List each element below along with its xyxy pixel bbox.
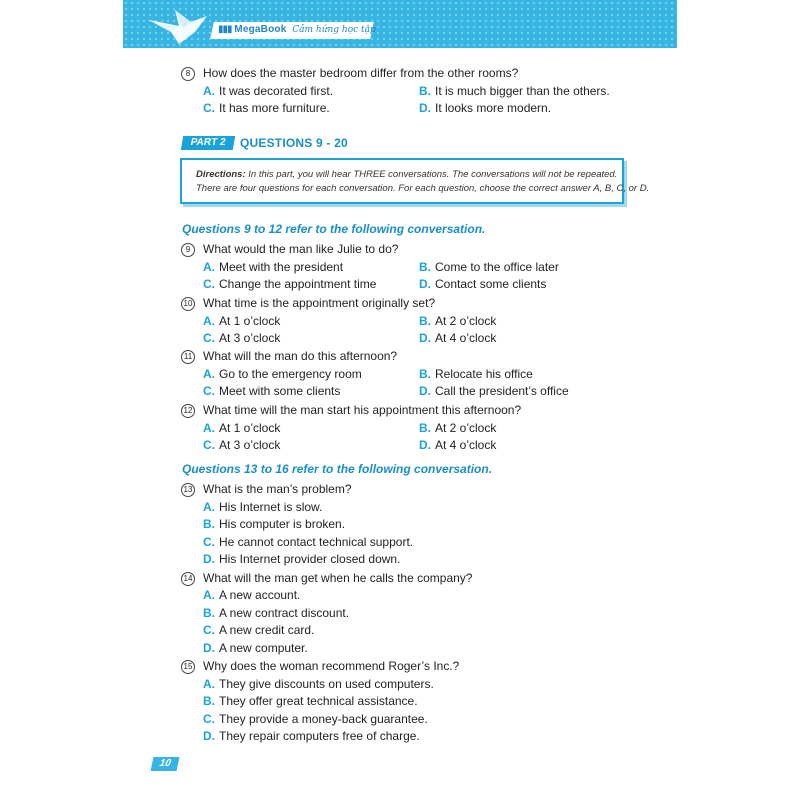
answer-option — [203, 517, 345, 531]
directions-line-2: There are four questions for each conversation. For each question, choose the correct answer A, B, C, or D. — [196, 183, 650, 194]
directions-line-1: In this part, you will hear THREE conversations. The conversations will not be repeated. — [245, 169, 618, 180]
option-letter: D. — [419, 438, 431, 452]
option-text: His computer is broken. — [219, 517, 346, 531]
option-text: It was decorated first. — [219, 84, 334, 98]
option-letter: A. — [203, 260, 215, 274]
option-text: Relocate his office — [435, 367, 533, 381]
option-letter: B. — [203, 694, 215, 708]
answer-option — [419, 84, 610, 98]
question-text: How does the master bedroom differ from the other rooms? — [203, 66, 519, 80]
option-letter: C. — [203, 101, 215, 115]
question-text: What time will the man start his appointment this afternoon? — [203, 403, 522, 417]
answer-option — [419, 314, 496, 328]
part-title: QUESTIONS 9 - 20 — [240, 136, 348, 150]
option-text: A new account. — [219, 588, 301, 602]
answer-option — [203, 84, 333, 98]
option-letter: B. — [419, 260, 431, 274]
option-text: It is much bigger than the others. — [435, 84, 610, 98]
option-letter: C. — [203, 535, 215, 549]
option-letter: A. — [203, 367, 215, 381]
answer-option — [419, 260, 559, 274]
option-letter: D. — [419, 101, 431, 115]
option-text: At 1 o’clock — [219, 314, 281, 328]
answer-option — [419, 421, 496, 435]
option-text: At 1 o’clock — [219, 421, 281, 435]
option-letter: D. — [419, 277, 431, 291]
answer-option — [203, 535, 413, 549]
brand-logo — [218, 24, 376, 35]
question-number-badge: 8 — [181, 67, 195, 81]
option-letter: B. — [203, 517, 215, 531]
answer-option — [203, 367, 362, 381]
answer-option — [419, 367, 533, 381]
question-number-badge: 15 — [181, 660, 195, 674]
option-text: It looks more modern. — [435, 101, 552, 115]
question-number-badge: 10 — [181, 297, 195, 311]
brand-name: MegaBook — [234, 24, 287, 35]
option-text: Contact some clients — [435, 277, 547, 291]
answer-option — [203, 277, 376, 291]
question-number-badge: 13 — [181, 483, 195, 497]
question-text: What will the man do this afternoon? — [203, 349, 398, 363]
answer-option — [419, 101, 551, 115]
option-letter: A. — [203, 500, 215, 514]
option-letter: A. — [203, 314, 215, 328]
answer-option — [203, 314, 280, 328]
dove-logo-icon — [145, 2, 215, 48]
option-letter: D. — [203, 641, 215, 655]
answer-option — [203, 552, 400, 566]
directions-label: Directions: — [196, 169, 246, 180]
answer-option — [419, 277, 546, 291]
part-badge: PART 2 — [181, 136, 235, 150]
question-number-badge: 12 — [181, 404, 195, 418]
option-letter: B. — [203, 606, 215, 620]
question-text: What time is the appointment originally set? — [203, 296, 436, 310]
option-text: Come to the office later — [435, 260, 559, 274]
answer-option — [203, 438, 280, 452]
brand-mark-icon: ▮▮▮ — [218, 24, 232, 35]
question-text: What will the man get when he calls the company? — [203, 571, 473, 585]
option-text: A new credit card. — [219, 623, 315, 637]
directions-text — [196, 168, 650, 196]
question-text: What is the man’s problem? — [203, 482, 352, 496]
option-text: At 2 o’clock — [435, 421, 497, 435]
option-text: At 4 o’clock — [435, 331, 497, 345]
option-text: At 4 o’clock — [435, 438, 497, 452]
answer-option — [203, 677, 434, 691]
answer-option — [419, 384, 569, 398]
answer-option — [203, 606, 349, 620]
directions-box — [180, 158, 650, 204]
option-text: At 2 o’clock — [435, 314, 497, 328]
option-text: They give discounts on used computers. — [219, 677, 434, 691]
page-number: 10 — [151, 757, 180, 771]
option-text: It has more furniture. — [219, 101, 330, 115]
option-text: At 3 o’clock — [219, 438, 281, 452]
option-letter: C. — [203, 331, 215, 345]
option-letter: D. — [419, 331, 431, 345]
answer-option — [203, 384, 340, 398]
answer-option — [203, 623, 314, 637]
page-header — [123, 0, 677, 48]
brand-tagline: Cảm hứng học tập — [292, 25, 376, 35]
option-text: Meet with the president — [219, 260, 344, 274]
answer-option — [203, 588, 300, 602]
section-heading: Questions 13 to 16 refer to the following conversation. — [182, 462, 493, 476]
option-text: He cannot contact technical support. — [219, 535, 414, 549]
option-letter: D. — [419, 384, 431, 398]
question-text: What would the man like Julie to do? — [203, 242, 399, 256]
question-text: Why does the woman recommend Roger’s Inc.? — [203, 659, 460, 673]
section-heading: Questions 9 to 12 refer to the following conversation. — [182, 222, 486, 236]
option-letter: C. — [203, 277, 215, 291]
option-text: They provide a money-back guarantee. — [219, 712, 428, 726]
option-text: Go to the emergency room — [219, 367, 362, 381]
option-letter: B. — [419, 367, 431, 381]
answer-option — [203, 260, 343, 274]
option-letter: C. — [203, 623, 215, 637]
option-text: At 3 o’clock — [219, 331, 281, 345]
option-letter: B. — [419, 314, 431, 328]
answer-option — [203, 641, 308, 655]
option-letter: A. — [203, 588, 215, 602]
option-letter: C. — [203, 384, 215, 398]
option-text: A new computer. — [219, 641, 308, 655]
answer-option — [203, 729, 420, 743]
option-letter: B. — [419, 421, 431, 435]
answer-option — [203, 500, 322, 514]
option-text: His Internet is slow. — [219, 500, 323, 514]
question-number-badge: 9 — [181, 243, 195, 257]
option-letter: D. — [203, 552, 215, 566]
option-text: Call the president’s office — [435, 384, 569, 398]
answer-option — [419, 438, 496, 452]
answer-option — [203, 694, 418, 708]
option-text: Meet with some clients — [219, 384, 341, 398]
answer-option — [203, 331, 280, 345]
option-letter: D. — [203, 729, 215, 743]
answer-option — [203, 421, 280, 435]
question-number-badge: 14 — [181, 572, 195, 586]
option-text: They offer great technical assistance. — [219, 694, 418, 708]
option-text: A new contract discount. — [219, 606, 350, 620]
option-letter: B. — [419, 84, 431, 98]
option-letter: A. — [203, 421, 215, 435]
answer-option — [419, 331, 496, 345]
option-text: His Internet provider closed down. — [219, 552, 401, 566]
option-letter: A. — [203, 84, 215, 98]
answer-option — [203, 101, 330, 115]
option-text: Change the appointment time — [219, 277, 377, 291]
option-letter: A. — [203, 677, 215, 691]
option-text: They repair computers free of charge. — [219, 729, 420, 743]
question-number-badge: 11 — [181, 350, 195, 364]
option-letter: C. — [203, 438, 215, 452]
answer-option — [203, 712, 428, 726]
option-letter: C. — [203, 712, 215, 726]
